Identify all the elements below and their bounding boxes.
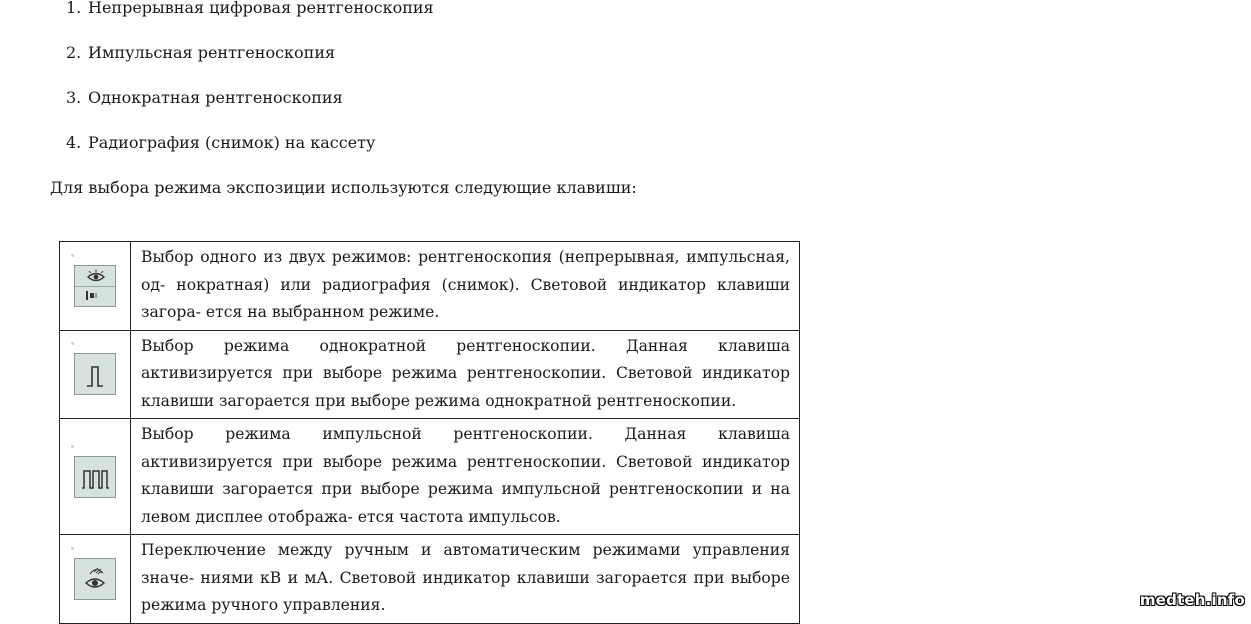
list-item: 4. Радиография (снимок) на кассету: [66, 133, 376, 152]
key-icon-cell: [60, 242, 131, 331]
keys-table: [59, 241, 800, 624]
mode-label: Импульсная рентгеноскопия: [88, 43, 336, 62]
list-item: 3. Однократная рентгеноскопия: [66, 88, 343, 107]
mode-label: Непрерывная цифровая рентгеноскопия: [88, 0, 434, 17]
indicator-led: [71, 342, 74, 345]
key-icon-cell: [60, 330, 131, 419]
table-row: [60, 330, 800, 419]
single-pulse-icon: [74, 353, 116, 395]
mode-label: Однократная рентгеноскопия: [88, 88, 343, 107]
list-item: 2. Импульсная рентгеноскопия: [66, 43, 336, 62]
table-row: [60, 419, 800, 535]
eye-radiography-toggle-icon: [74, 265, 116, 307]
key-description: Выбор режима однократной рентгеноскопии. Данная клавиша активизируется при выборе режима рентгеноскопии. Световой индикатор клавиши загорается при выборе режима однократной рентгеноскопии.: [131, 330, 800, 419]
indicator-led: [71, 547, 74, 550]
key-description: Переключение между ручным и автоматическим режимами управления значе- ниями кВ и мА. Световой индикатор клавиши загорается при выборе режима ручного управления.: [131, 535, 800, 624]
manual-eye-hand-icon: [74, 558, 116, 600]
key-description: Выбор режима импульсной рентгеноскопии. Данная клавиша активизируется при выборе режима рентгеноскопии. Световой индикатор клавиши загорается при выборе режима импульсной рентгеноскопии и на левом дисплее отобража- ется частота импульсов.: [131, 419, 800, 535]
table-row: [60, 535, 800, 624]
key-icon-cell: [60, 535, 131, 624]
mode-label: Радиография (снимок) на кассету: [88, 133, 376, 152]
pulse-train-icon: [74, 456, 116, 498]
intro-paragraph: Для выбора режима экспозиции используются следующие клавиши:: [50, 178, 637, 197]
indicator-led: [71, 445, 74, 448]
key-description: Выбор одного из двух режимов: рентгеноскопия (непрерывная, импульсная, од- нократная) или радиография (снимок). Световой индикатор клавиши загора- ется на выбранном режиме.: [131, 242, 800, 331]
table-row: [60, 242, 800, 331]
indicator-led: [71, 254, 74, 257]
list-item: 1. Непрерывная цифровая рентгеноскопия: [66, 0, 434, 17]
key-icon-cell: [60, 419, 131, 535]
watermark: medteh.info: [1139, 591, 1245, 609]
